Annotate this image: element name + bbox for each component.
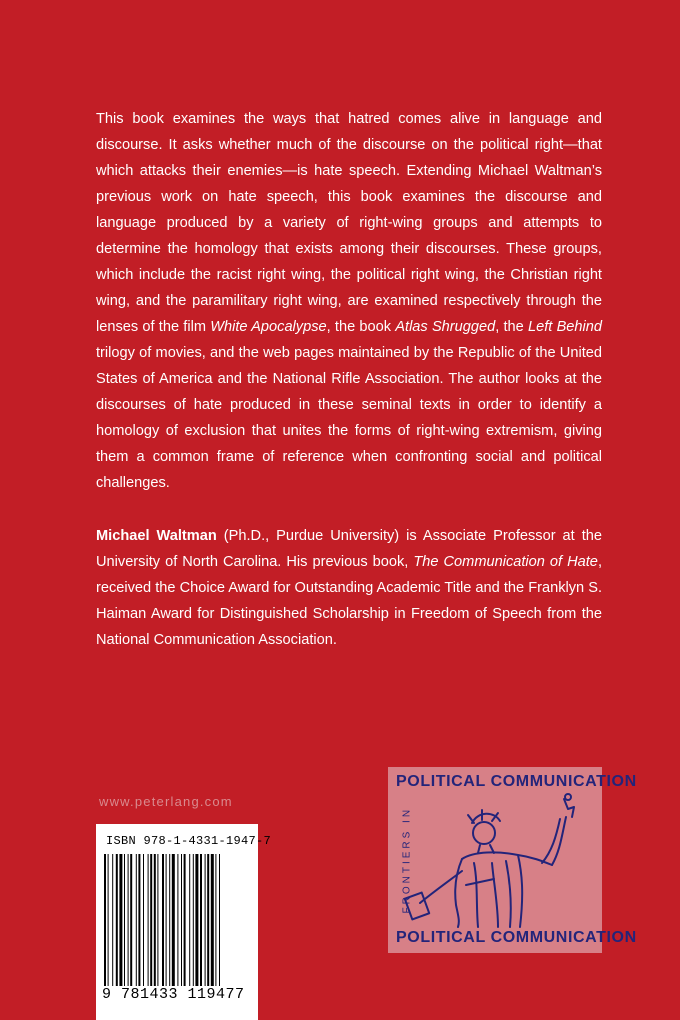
isbn-label: ISBN 978-1-4331-1947-7 xyxy=(106,834,272,848)
barcode-bar xyxy=(128,854,129,986)
back-cover-blurb xyxy=(96,106,602,653)
barcode-bar xyxy=(205,854,206,986)
series-title-bottom: POLITICAL COMMUNICATION xyxy=(396,929,637,946)
barcode-bar xyxy=(177,854,178,986)
author-bio-paragraph: Michael Waltman (Ph.D., Purdue University) is Associate Professor at the University of North Carolina. His previous book, The Communication of Hate, received the Choice Award for Outstanding Academic Title and the Franklyn S. Haiman Award for Distinguished Scholarship in Freedom of Speech from the National Communication Association. xyxy=(96,528,602,648)
barcode-bar xyxy=(184,854,186,986)
barcode-bar xyxy=(162,854,164,986)
publisher-url: www.peterlang.com xyxy=(99,794,233,809)
barcode-bar xyxy=(154,854,156,986)
barcode-bar xyxy=(138,854,140,986)
barcode-bar xyxy=(219,854,220,986)
film-title: White Apocalypse xyxy=(210,319,327,335)
series-title-top: POLITICAL COMMUNICATION xyxy=(396,773,637,790)
barcode-bar xyxy=(200,854,202,986)
statue-of-liberty-icon xyxy=(402,793,592,929)
barcode-bar xyxy=(172,854,175,986)
barcode-bar xyxy=(108,854,109,986)
isbn-barcode xyxy=(96,824,272,1020)
description-paragraph: This book examines the ways that hatred comes alive in language and discourse. It asks whether much of the discourse on the political right—that which attacks their enemies—is hate speech. Extending Michael Waltman’s previous work on hate speech, this book examines the discourse and language produced by a variety of right-wing groups and attempts to determine the homology that exists among their discourses. These groups, which include the racist right wing, the political right wing, the Christian right wing, and the paramilitary right wing, are examined respectively through the lenses of the film White Apocalypse, the book Atlas Shrugged, the Left Behind trilogy of movies, and the web pages maintained by the Republic of the United States of America and the National Rifle Association. The author looks at the discourses of hate produced in these seminal texts in order to identify a homology of exclusion that unites the forms of right-wing extremism, giving them a common frame of reference when confronting social and political challenges. xyxy=(96,111,603,491)
barcode-digits: 9 781433 119477 xyxy=(102,986,245,1003)
barcode-bar xyxy=(143,854,144,986)
barcode-bars xyxy=(104,854,250,986)
barcode-bar xyxy=(189,854,190,986)
barcode-bar xyxy=(136,854,137,986)
barcode-bar xyxy=(150,854,152,986)
barcode-bar xyxy=(148,854,149,986)
barcode-bar xyxy=(207,854,209,986)
barcode-bar xyxy=(124,854,125,986)
previous-book-title: The Communication of Hate xyxy=(413,554,598,570)
barcode-bar xyxy=(181,854,182,986)
barcode-bar xyxy=(195,854,198,986)
barcode-bar xyxy=(166,854,167,986)
barcode-bar xyxy=(104,854,106,986)
barcode-bar xyxy=(215,854,216,986)
series-side-text: FRONTIERS IN xyxy=(401,806,413,914)
barcode-bar xyxy=(130,854,132,986)
series-logo xyxy=(388,767,637,953)
barcode-bar xyxy=(119,854,122,986)
barcode-bar xyxy=(193,854,194,986)
barcode-bar xyxy=(211,854,214,986)
author-name: Michael Waltman xyxy=(96,528,217,544)
trilogy-title: Left Behind xyxy=(528,319,603,335)
barcode-bar xyxy=(157,854,158,986)
barcode-bar xyxy=(169,854,170,986)
barcode-bar xyxy=(116,854,118,986)
barcode-bar xyxy=(112,854,113,986)
book-title: Atlas Shrugged xyxy=(395,319,496,335)
